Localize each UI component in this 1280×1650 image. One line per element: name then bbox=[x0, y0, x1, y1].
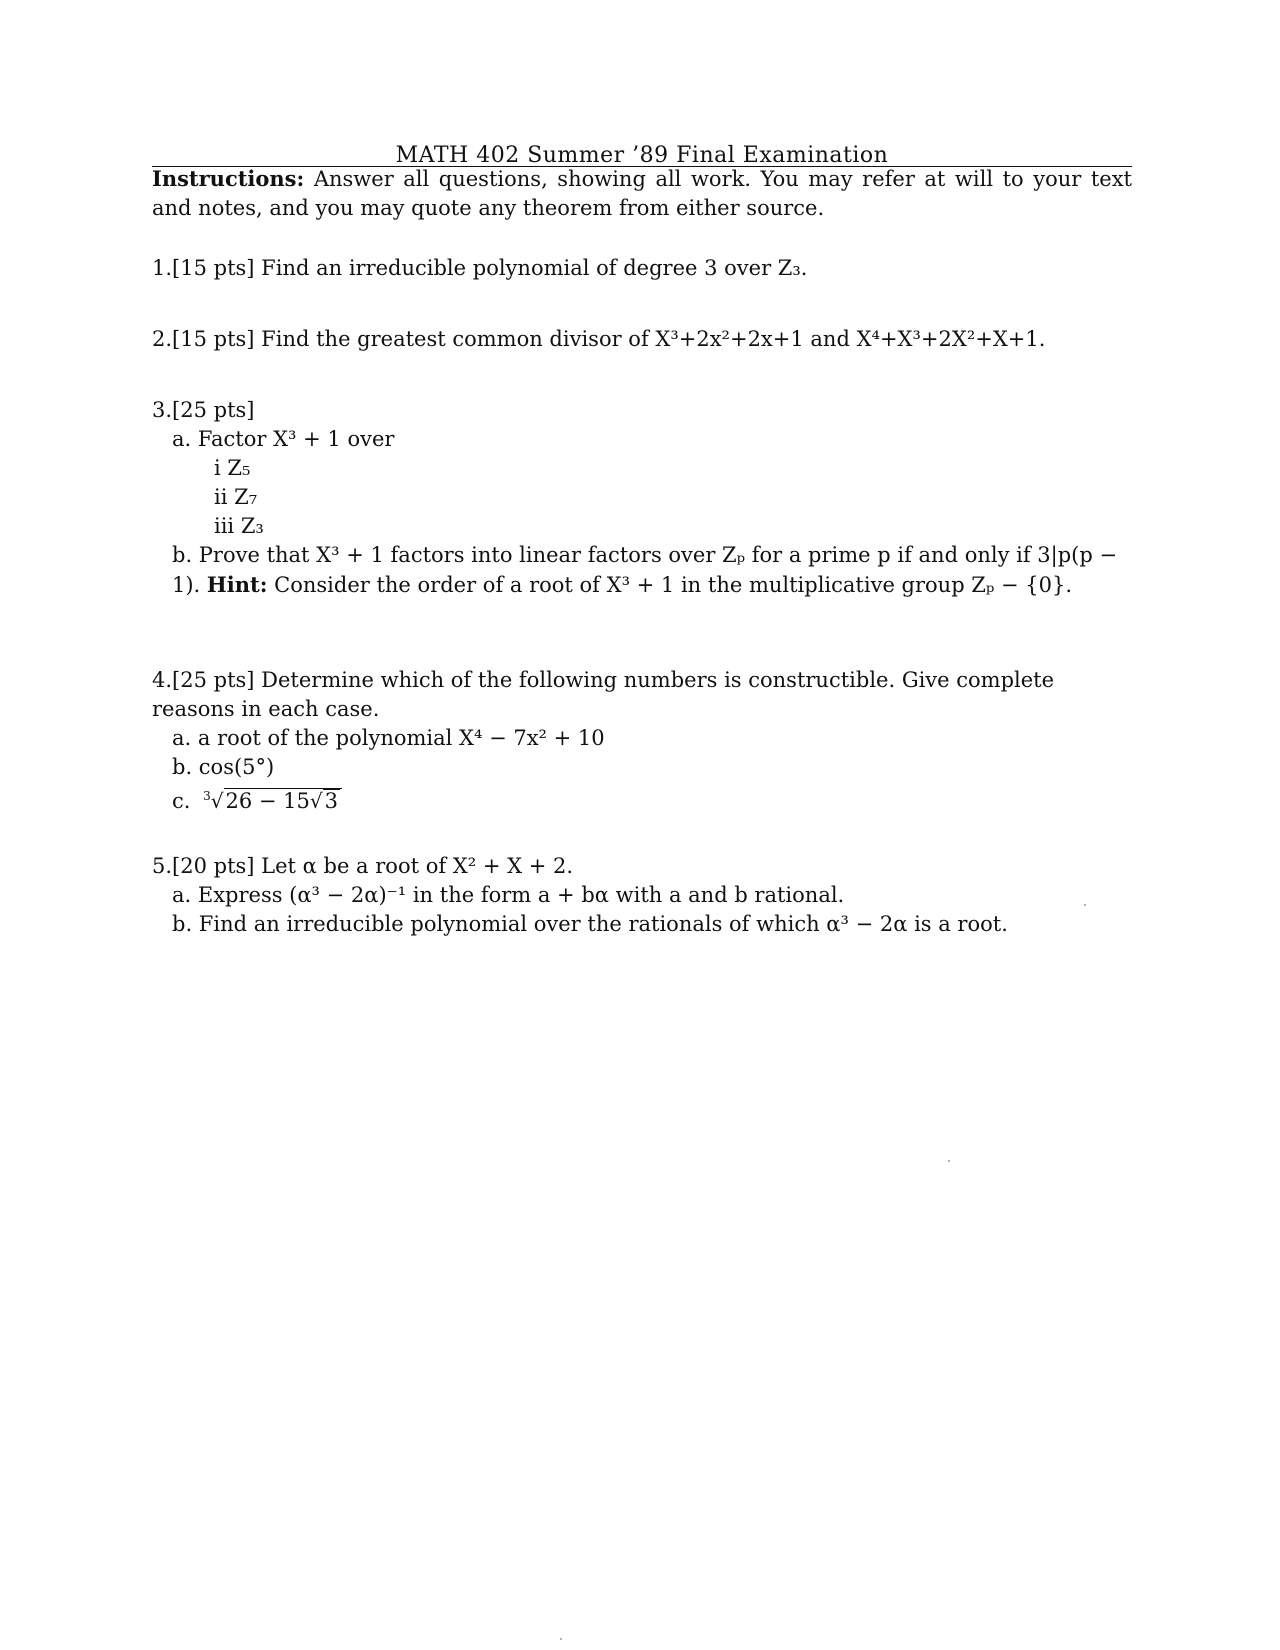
question-1-label: 1.[15 pts] bbox=[152, 256, 255, 280]
question-4c-label: c. bbox=[172, 789, 191, 813]
question-4 bbox=[152, 666, 1132, 816]
question-4-text: Determine which of the following numbers is constructible. Give complete reasons in each case. bbox=[152, 668, 1055, 721]
question-4b: b. cos(5°) bbox=[172, 755, 275, 779]
question-5a: a. Express (α³ − 2α)⁻¹ in the form a + bα with a and b rational. bbox=[172, 883, 845, 907]
inner-radicand: 3 bbox=[324, 789, 339, 813]
inner-radical-sign: √ bbox=[309, 789, 323, 813]
question-3b bbox=[152, 541, 1132, 600]
question-5 bbox=[152, 852, 1132, 939]
instructions-text: Answer all questions, showing all work. You may refer at will to your text and notes, and you may quote any theorem from either source. bbox=[152, 167, 1132, 220]
scan-speck bbox=[1084, 904, 1086, 906]
scan-speck bbox=[560, 1638, 562, 1640]
question-2 bbox=[152, 325, 1132, 354]
instructions bbox=[152, 164, 1132, 223]
question-3a-item: iii Z₃ bbox=[214, 514, 264, 538]
question-4a: a. a root of the polynomial X⁴ − 7x² + 10 bbox=[172, 726, 605, 750]
question-5-text: Let α be a root of X² + X + 2. bbox=[261, 854, 574, 878]
question-2-label: 2.[15 pts] bbox=[152, 327, 255, 351]
question-3a-item: i Z₅ bbox=[214, 456, 251, 480]
question-5-label: 5.[20 pts] bbox=[152, 854, 255, 878]
question-1 bbox=[152, 254, 1132, 283]
hint-text: Consider the order of a root of X³ + 1 in the multiplicative group Zₚ − {0}. bbox=[274, 573, 1073, 597]
question-3 bbox=[152, 396, 1132, 600]
radicand-text: 26 − 15 bbox=[225, 789, 310, 813]
question-3-label: 3.[25 pts] bbox=[152, 398, 255, 422]
hint-label: Hint: bbox=[206, 572, 268, 597]
question-3a: a. Factor X³ + 1 over bbox=[172, 427, 395, 451]
radicand bbox=[224, 788, 343, 812]
radical-sign: √ bbox=[210, 789, 224, 813]
page-title: MATH 402 Summer ’89 Final Examination bbox=[395, 143, 889, 168]
question-1-text: Find an irreducible polynomial of degree 3 over Z₃. bbox=[261, 256, 808, 280]
cube-root-index: 3 bbox=[203, 789, 211, 803]
question-2-text: Find the greatest common divisor of X³+2x²+2x+1 and X⁴+X³+2X²+X+1. bbox=[261, 327, 1046, 351]
question-5b: b. Find an irreducible polynomial over the rationals of which α³ − 2α is a root. bbox=[172, 912, 1008, 936]
question-3b-text: b. Prove that X³ + 1 factors into linear factors over Zₚ for a prime p if and only if 3|p(p − 1). bbox=[172, 543, 1118, 597]
question-4-label: 4.[25 pts] bbox=[152, 668, 255, 692]
question-4c bbox=[152, 782, 1132, 816]
scan-speck bbox=[948, 1160, 950, 1162]
question-3a-item: ii Z₇ bbox=[214, 485, 258, 509]
instructions-label: Instructions: bbox=[152, 166, 305, 191]
